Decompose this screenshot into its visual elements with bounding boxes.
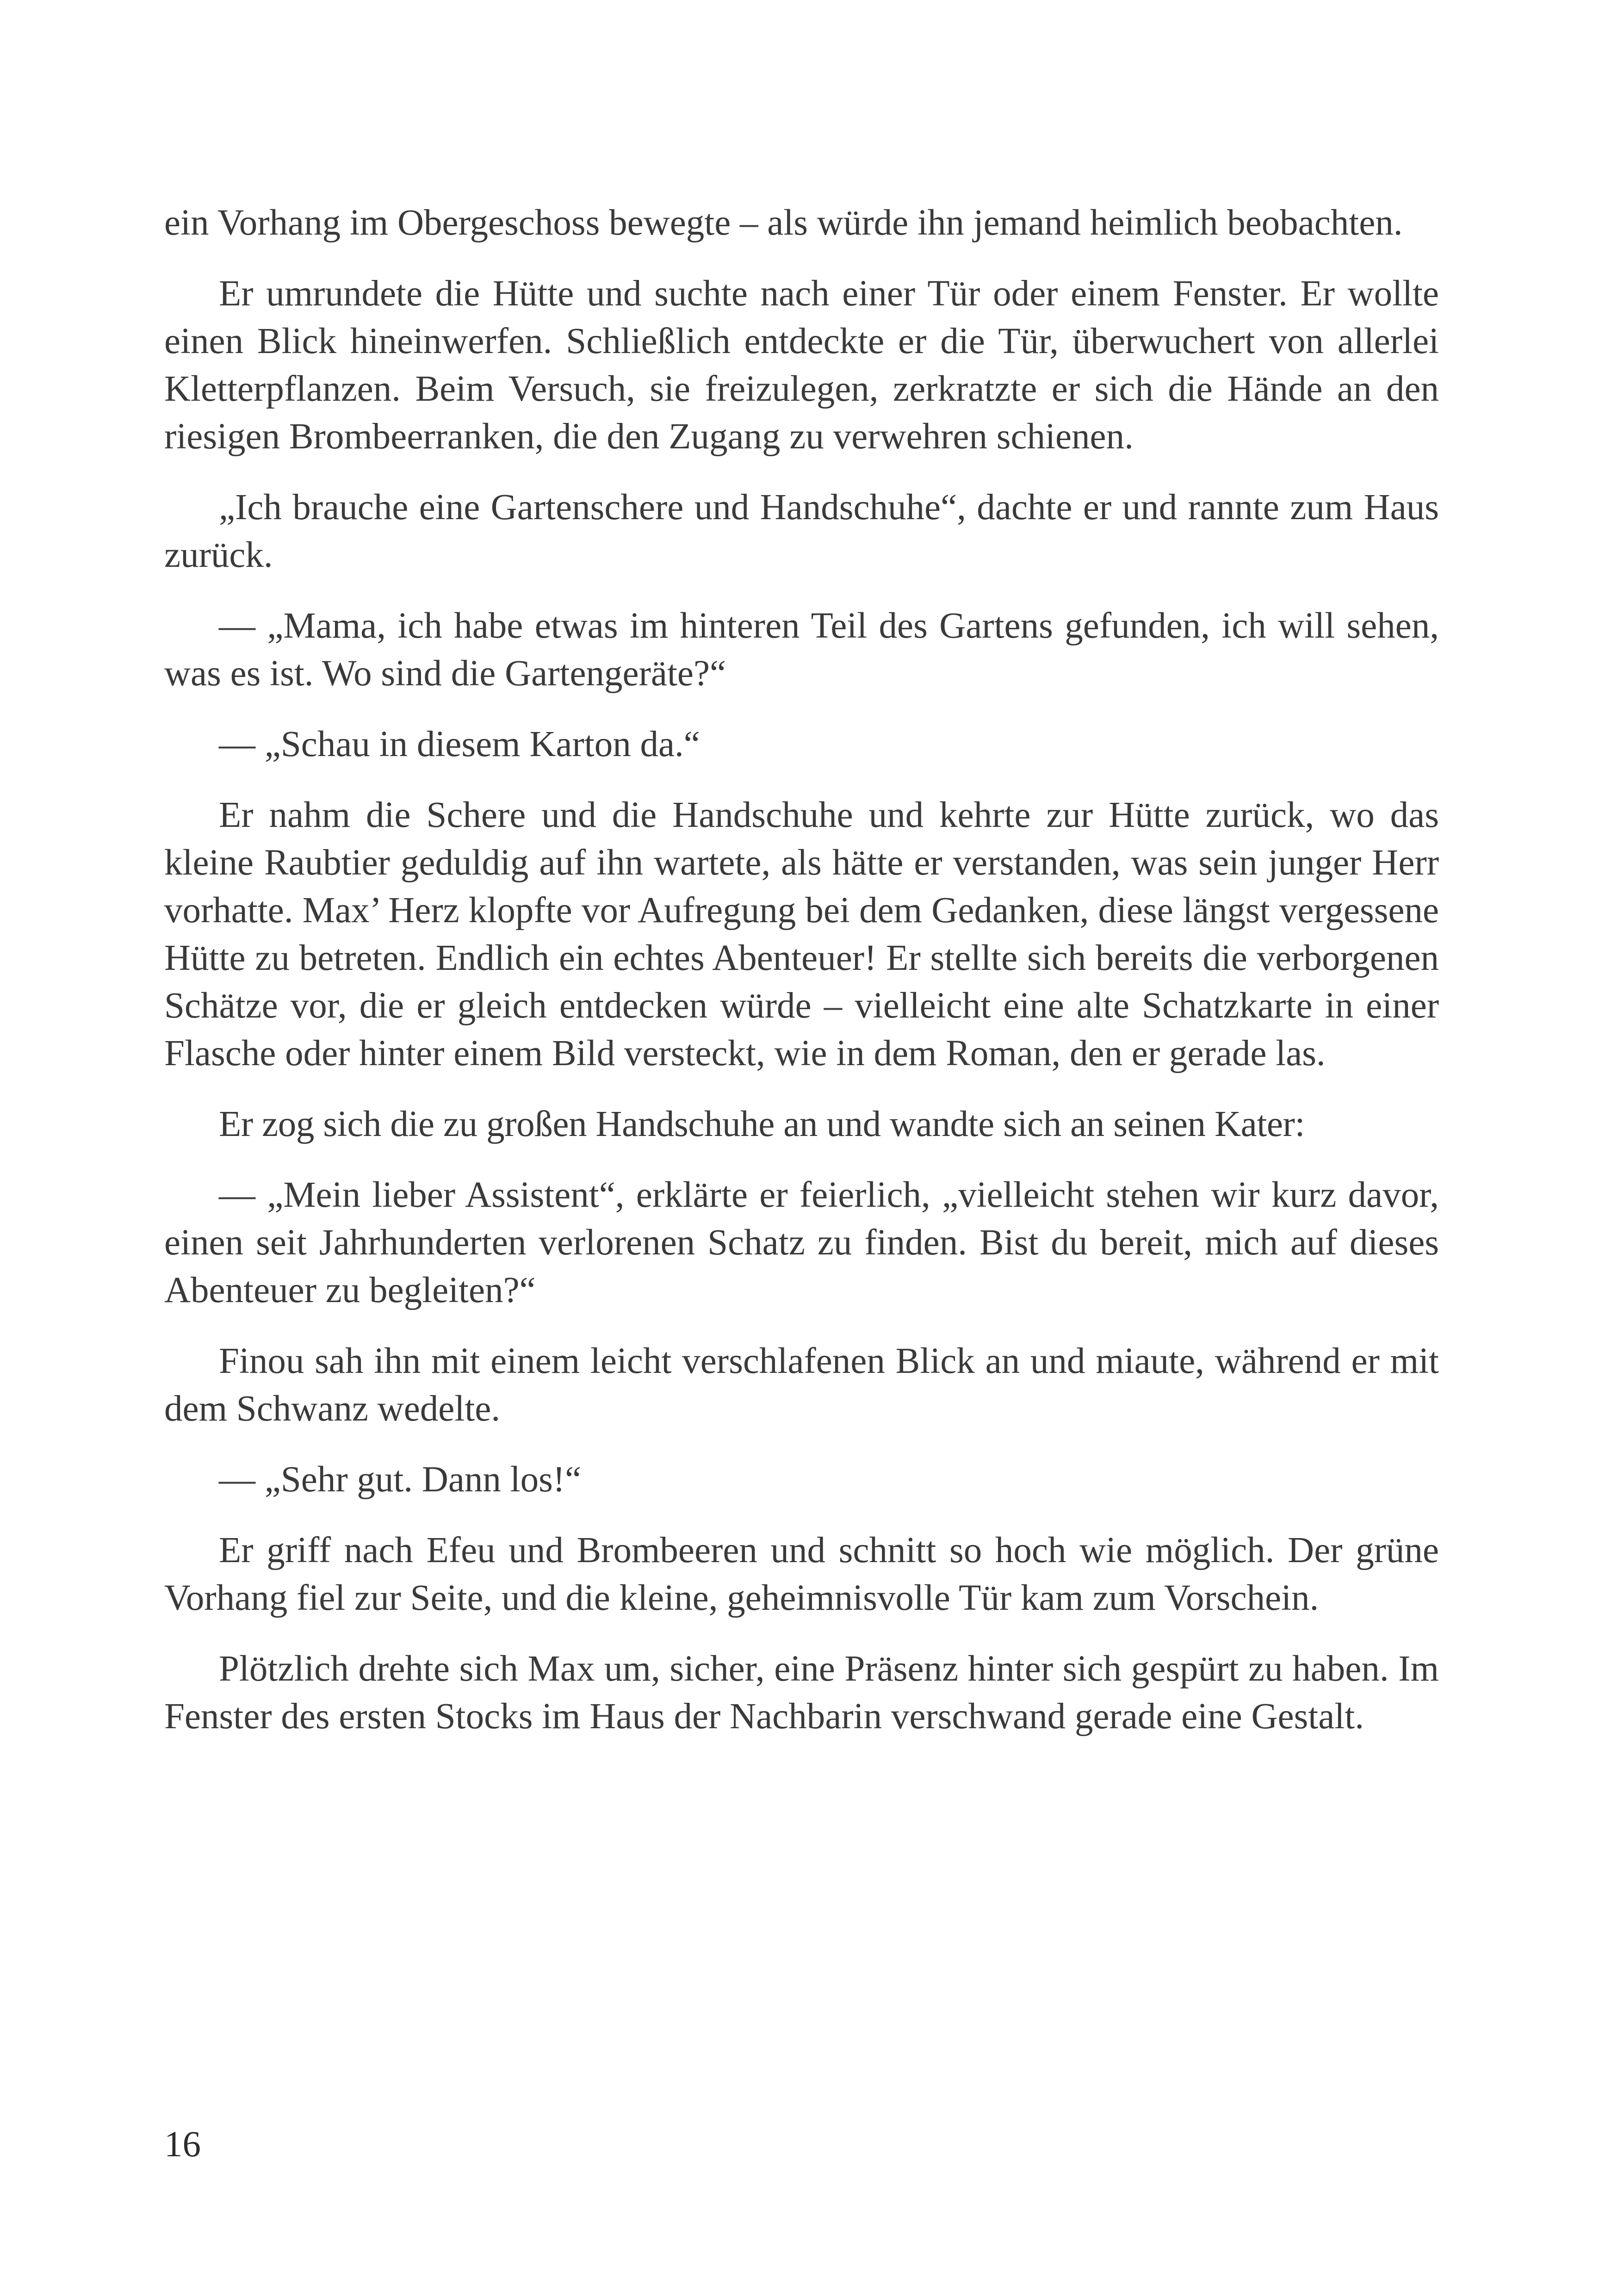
paragraph-4: — „Mama, ich habe etwas im hinteren Teil des Gartens gefunden, ich will sehen, was es ist. Wo sind die Gartengeräte?“ [164, 606, 1439, 694]
paragraph-1: ein Vorhang im Obergeschoss bewegte – als würde ihn jemand heimlich beobachten. [164, 203, 1403, 243]
paragraph-10: — „Sehr gut. Dann los!“ [219, 1459, 582, 1500]
paragraph-12: Plötzlich drehte sich Max um, sicher, eine Präsenz hinter sich gespürt zu haben. Im Fenster des ersten Stocks im Haus der Nachbarin verschwand gerade eine Gestalt. [164, 1649, 1439, 1737]
book-page-body [164, 199, 1439, 1763]
page-number: 16 [164, 2124, 201, 2165]
paragraph-9: Finou sah ihn mit einem leicht verschlafenen Blick an und miaute, während er mit dem Schwanz wedelte. [164, 1341, 1439, 1429]
paragraph-11: Er griff nach Efeu und Brombeeren und schnitt so hoch wie möglich. Der grüne Vorhang fiel zur Seite, und die kleine, geheimnisvolle Tür kam zum Vorschein. [164, 1530, 1439, 1618]
paragraph-2: Er umrundete die Hütte und suchte nach einer Tür oder einem Fenster. Er wollte einen Blick hineinwerfen. Schließlich entdeckte er die Tür, überwuchert von allerlei Kletterpflanzen. Beim Versuch, sie freizulegen, zerkratzte er sich die Hände an den riesigen Brombeerranken, die den Zugang zu verwehren schienen. [164, 273, 1439, 457]
paragraph-7: Er zog sich die zu großen Handschuhe an und wandte sich an seinen Kater: [219, 1104, 1305, 1144]
paragraph-8: — „Mein lieber Assistent“, erklärte er feierlich, „vielleicht stehen wir kurz davor, einen seit Jahrhunderten verlorenen Schatz zu finden. Bist du bereit, mich auf dieses Abenteuer zu begleiten?“ [164, 1175, 1439, 1310]
paragraph-3: „Ich brauche eine Gartenschere und Handschuhe“, dachte er und rannte zum Haus zurück. [164, 487, 1439, 575]
paragraph-5: — „Schau in diesem Karton da.“ [219, 724, 700, 764]
paragraph-6: Er nahm die Schere und die Handschuhe und kehrte zur Hütte zurück, wo das kleine Raubtier geduldig auf ihn wartete, als hätte er verstanden, was sein junger Herr vorhatte. Max’ Herz klopfte vor Aufregung bei dem Gedanken, diese längst vergessene Hütte zu betreten. Endlich ein echtes Abenteuer! Er stellte sich bereits die verborgenen Schätze vor, die er gleich entdecken würde – vielleicht eine alte Schatzkarte in einer Flasche oder hinter einem Bild versteckt, wie in dem Roman, den er gerade las. [164, 795, 1439, 1074]
